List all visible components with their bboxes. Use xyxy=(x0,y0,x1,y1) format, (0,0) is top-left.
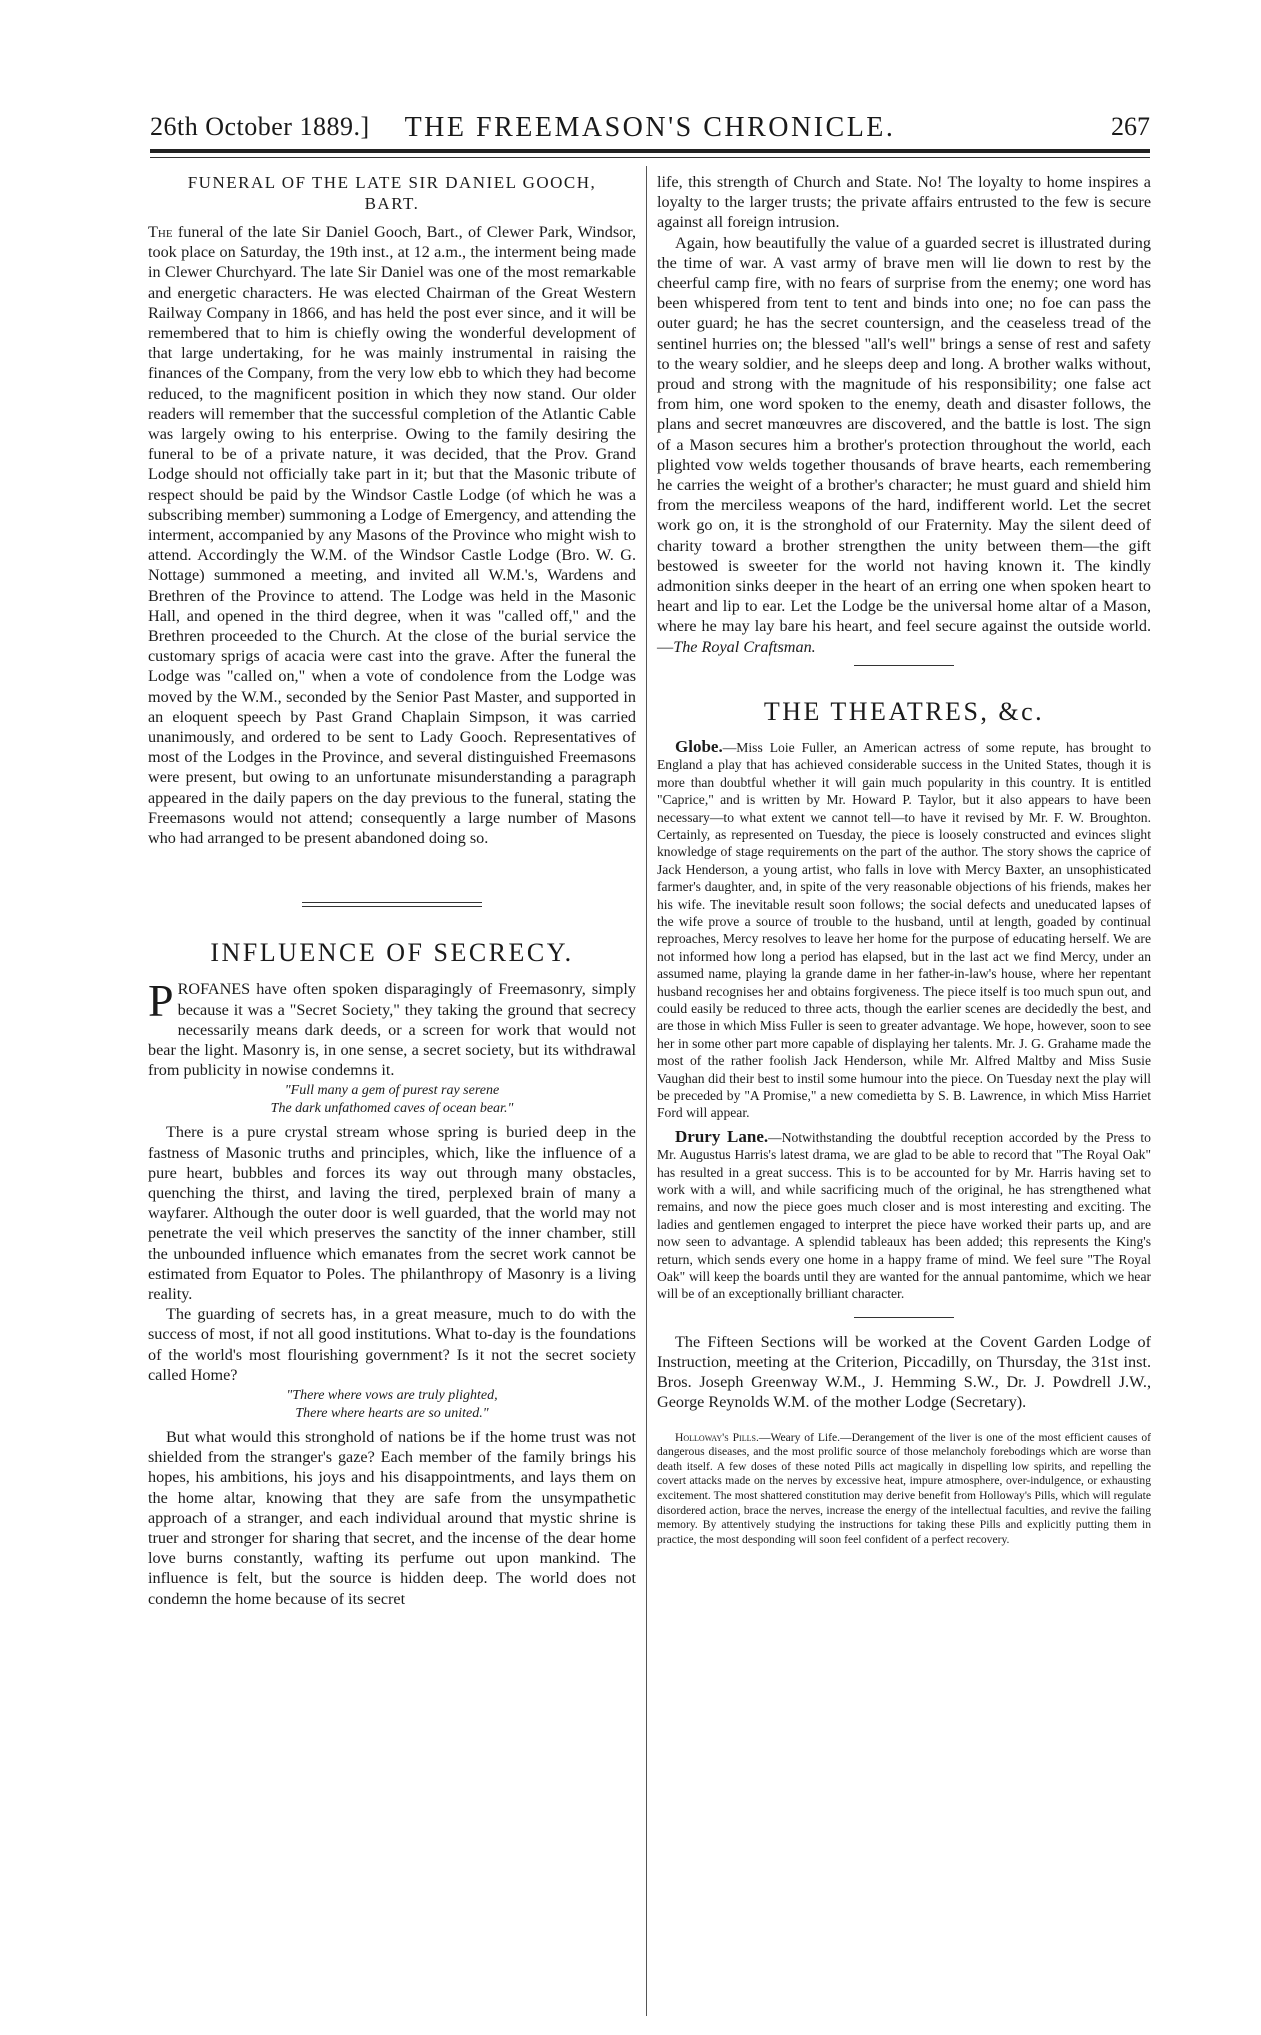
poem-quote-1: "Full many a gem of purest ray serene The dark unfathomed caves of ocean bear." xyxy=(270,1083,514,1117)
advertisement: Holloway's Pills.—Weary of Life.—Derangement of the liver is one of the most efficient causes of dangerous diseases, and the most prolific source of those melancholy forebodings which are worse than death itself. A few doses of these noted Pills act magically in dispelling low spirits, and repelling the covert attacks made on the nerves by excessive heat, impure atmosphere, over-indulgence, or exhausting excitement. The most shattered constitution may derive benefit from Holloway's Pills, which will regulate disordered action, brace the nerves, increase the energy of the intellectual faculties, and revive the failing memory. By attentively studying the instructions for taking these Pills and explicitly putting them in practice, the most desponding will soon feel confident of a perfect recovery. xyxy=(657,1430,1151,1546)
secrecy-continued: life, this strength of Church and State. No! The loyalty to home inspires a loyalty to the larger trusts; the private affairs entrusted to the few is secure against all foreign intrusion. xyxy=(657,173,1151,232)
page-number: 267 xyxy=(1111,112,1150,141)
column-divider xyxy=(646,166,647,2016)
secrecy-paragraph: But what would this stronghold of nations be if the home trust was not shielded from the stranger's gaze? Each member of the family brings his hopes, his ambitions, his joys and his disappointments, and lays them on the home altar, knowing that they are safe from the unsympathetic approach of a stranger, and each individual around that mystic shrine is truer and stronger for sharing that secret, and the incense of the dear home love burns constantly, wafting its perfume out upon mankind. The influence is felt, but the source is hidden deep. The world does not condemn the home because of its secret xyxy=(148,1427,636,1608)
advert-name: Holloway's Pills. xyxy=(675,1430,759,1444)
theatres-section-title: THE THEATRES, &c. xyxy=(763,696,1045,726)
lodge-notice: The Fifteen Sections will be worked at the Covent Garden Lodge of Instruction, meeting at the Criterion, Piccadilly, on Thursday, the 31st inst. Bros. Joseph Greenway W.M., J. Hemming S.W., Dr. J. Powdrell J.W., George Reynolds W.M. of the mother Lodge (Secretary). xyxy=(657,1332,1151,1412)
secrecy-paragraph: There is a pure crystal stream whose spring is buried deep in the fastness of Masonic truths and principles, which, like the influence of a pure heart, bubbles and forces its way out through many obstacles, quenching the thirst, and laving the tired, perplexed brain of many a wayfarer. Although the outer door is well guarded, that the world may not penetrate the veil which preserves the sanctity of the inner chamber, still the unbounded influence which emanates from the secret work cannot be estimated from Equator to Poles. The philanthropy of Masonry is a living reality. xyxy=(148,1123,636,1303)
secrecy-intro: PROFANES have often spoken disparagingly of Freemasonry, simply because it was a "Secret Society," they taking the ground that secrecy necessarily means dark deeds, or a screen for work that would not bear the light. Masonry is, in one sense, a secret society, but its withdrawal from publicity in nowise condemns it. xyxy=(148,975,636,1080)
publication-title: THE FREEMASON'S CHRONICLE. xyxy=(404,112,896,143)
issue-date: 26th October 1889.] xyxy=(150,112,370,141)
article-source: The Royal Craftsman. xyxy=(673,637,816,656)
right-column xyxy=(657,172,1151,1547)
masthead-rule-thin xyxy=(150,157,1150,158)
drop-cap: P xyxy=(148,975,174,1027)
masthead-rule-thick xyxy=(150,149,1150,153)
theatre-name-drury-lane: Drury Lane. xyxy=(675,1126,769,1146)
theatre-name-globe: Globe. xyxy=(675,736,723,756)
secrecy-paragraph: Again, how beautifully the value of a guarded secret is illustrated during the time of war. A vast army of brave men will lie down to rest by the cheerful camp fire, with no fears of surprise from the enemy; one word has been whispered from tent to tent and binds into one; no foe can pass the outer guard; he has the secret countersign, and the ceaseless tread of the sentinel hurries on; the blessed "all's well" brings a sense of rest and safety to the weary soldier, and he sleeps deep and long. A brother walks without, proud and strong with the magnitude of his responsibility; one false act from him, one word spoken to the enemy, death and disaster follows, the plans and secret manœuvres are discovered, and the battle is lost. The sign of a Mason secures him a brother's protection throughout the world, each plighted vow welds together thousands of brave hearts, each remembering he carries the weight of a brother's character; he must guard and shield him from the merciless weapons of the hard, indifferent world. Let the secret work go on, it is the stronghold of our Fraternity. May the silent deed of charity toward a brother strengthen the unity between them—the gift bestowed is sweeter for the world not having known it. The kindly admonition sinks deeper in the heart of an erring one when spoken heart to heart and lip to ear. Let the Lodge be the universal home altar of a Mason, where he may lay bare his heart, and feel secure against the outside world.—The Royal Craftsman. xyxy=(657,233,1151,656)
secrecy-article-title: INFLUENCE OF SECRECY. xyxy=(210,938,574,968)
secrecy-paragraph: The guarding of secrets has, in a great measure, much to do with the success of most, if not all good institutions. What to-day is the foundations of the world's most flourishing government? Is it not the secret society called Home? xyxy=(148,1305,636,1384)
theatre-review-drury-lane: Drury Lane.—Notwithstanding the doubtful reception accorded by the Press to Mr. Augustus Harris's latest drama, we are glad to be able to record that "The Royal Oak" has resulted in a great success. This is to be accounted for by Mr. Harris having set to work with a will, and while sacrificing much of the original, he has strengthened what remains, and now the piece goes much closer and is most interesting and exciting. The ladies and gentlemen engaged to interpret the piece have worked their parts up, and are now seen to advantage. A splendid tableaux has been added; this represents the King's return, which sends every one home in a happy frame of mind. We feel sure "The Royal Oak" will keep the boards until they are wanted for the annual pantomime, which we hear will be of an exceptionally brilliant character. xyxy=(657,1126,1151,1302)
poem-quote-2: "There where vows are truly plighted, There where hearts are so united." xyxy=(286,1387,498,1421)
funeral-article-body: The funeral of the late Sir Daniel Gooch, Bart., of Clewer Park, Windsor, took place on Saturday, the 19th inst., at 12 a.m., the interment being made in Clewer Churchyard. The late Sir Daniel was one of the most remarkable and energetic characters. He was elected Chairman of the Great Western Railway Company in 1866, and has held the post ever since, and it will be remembered that to him is chiefly owing the wonderful development of that large undertaking, for he was mainly instrumental in raising the finances of the Company, from the very low ebb to which they had become reduced, to the magnificent position in which they now stand. Our older readers will remember that the successful completion of the Atlantic Cable was largely owing to his enterprise. Owing to the family desiring the funeral to be of a private nature, it was decided, that the Prov. Grand Lodge should not officially take part in it; but that the Masonic tribute of respect should be paid by the Windsor Castle Lodge (of which he was a subscribing member) summoning a Lodge of Emergency, and attending the interment, accompanied by any Masons of the Province who might wish to attend. Accordingly the W.M. of the Windsor Castle Lodge (Bro. W. G. Nottage) summoned a meeting, and invited all W.M.'s, Wardens and Brethren of the Province to attend. The Lodge was held in the Masonic Hall, and opened in the third degree, when it was "called off," and the Brethren proceeded to the Church. At the close of the burial service the customary sprigs of acacia were cast into the grave. After the funeral the Lodge was "called on," when a vote of condolence from the Lodge was moved by the W.M., seconded by the Senior Past Master, and supported in an eloquent speech by Past Grand Chaplain Simpson, it was carried unanimously, and ordered to be sent to Lady Gooch. Representatives of most of the Lodges in the Province, and several distinguished Freemasons were present, but owing to an unfortunate misunderstanding a paragraph appeared in the daily papers on the day previous to the funeral, stating the Freemasons would not attend; consequently a large number of Masons who had arranged to be present abandoned doing so. xyxy=(148,223,637,848)
theatre-review-globe: Globe.—Miss Loie Fuller, an American actress of some repute, has brought to England a play that has achieved considerable success in the United States, though it is more than doubtful whether it will gain much popularity in this country. It is entitled "Caprice," and is written by Mr. Howard P. Taylor, but it also appears to have been necessary—to what extent we cannot tell—to have it revised by Mr. F. W. Broughton. Certainly, as represented on Tuesday, the piece is loosely constructed and evinces slight knowledge of stage requirements on the part of the author. The story shows the caprice of Jack Henderson, a young artist, who falls in love with Mercy Baxter, an unsophisticated farmer's daughter, and, in spite of the very reasonable objections of his friends, makes her his wife. The inevitable result soon follows; the social defects and uneducated lapses of the wife prove a source of trouble to the husband, until at length, goaded by continual reproaches, Mercy resolves to leave her home for the purpose of educating herself. We are not informed how long a period has elapsed, but in the last act we find Mercy, under an assumed name, playing la grande dame in her father-in-law's house, where her repentant husband recognises her and obtains forgiveness. The piece itself is too much spun out, and could easily be reduced to three acts, though the earlier scenes are decidedly the best, and are those in which Miss Fuller is seen to greater advantage. We hope, however, soon to see her in some other part more capable of displaying her talents. Mr. J. G. Grahame made the most of the rather foolish Jack Henderson, while Mr. Alfred Maltby and Miss Susie Vaughan did their best to instil some humour into the piece. On Tuesday next the play will be preceded by "A Promise," a new comedietta by S. B. Lawrence, in which Miss Harriet Ford will appear. xyxy=(657,736,1151,1121)
left-column xyxy=(148,172,636,1609)
masthead xyxy=(150,112,1150,146)
funeral-lead: The xyxy=(148,223,173,241)
funeral-article-title: FUNERAL OF THE LATE SIR DANIEL GOOCH, BART. xyxy=(187,173,597,213)
